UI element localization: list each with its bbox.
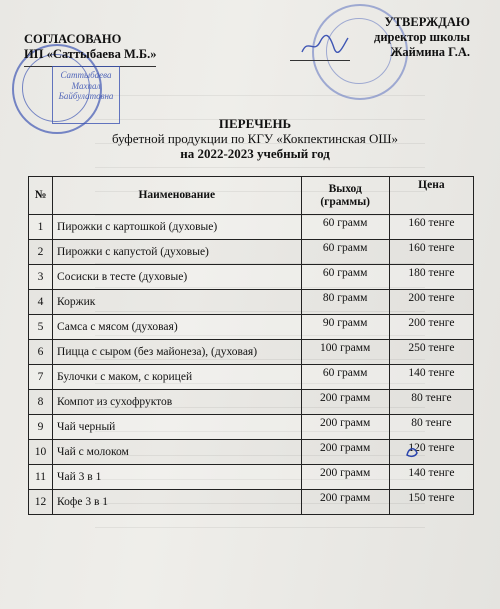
stamp-line-3: Байбулатовна (58, 91, 114, 101)
title-line-2: буфетной продукции по КГУ «Кокпектинская ОШ» (111, 131, 398, 146)
pen-correction-mark (405, 445, 419, 459)
cell-output: 200 грамм (301, 440, 389, 465)
approval-right-block (322, 15, 470, 60)
cell-output: 60 грамм (301, 365, 389, 390)
cell-num: 4 (29, 290, 53, 315)
cell-num: 2 (29, 240, 53, 265)
cell-num: 11 (29, 465, 53, 490)
cell-output: 60 грамм (301, 240, 389, 265)
cell-output: 100 грамм (301, 340, 389, 365)
cell-output: 90 грамм (301, 315, 389, 340)
title-line-3: на 2022-2023 учебный год (180, 146, 330, 161)
cell-name: Пирожки с капустой (духовые) (53, 240, 302, 265)
cell-output: 200 грамм (301, 415, 389, 440)
cell-num: 9 (29, 415, 53, 440)
stamp-line-1: Саттыбаева (60, 70, 112, 80)
cell-num: 10 (29, 440, 53, 465)
cell-name: Пицца с сыром (без майонеза), (духовая) (53, 340, 302, 365)
table-header-row (29, 177, 474, 215)
cell-num: 7 (29, 365, 53, 390)
approval-left-block (24, 32, 157, 62)
title-line-1: ПЕРЕЧЕНЬ (218, 116, 292, 131)
table-row (29, 340, 474, 365)
approval-right-role: директор школы (374, 30, 470, 44)
cell-price: 140 тенге (389, 465, 473, 490)
cell-price: 160 тенге (389, 240, 473, 265)
price-table (28, 176, 474, 515)
document-title (60, 116, 450, 161)
cell-output: 60 грамм (301, 215, 389, 240)
table-row (29, 490, 474, 515)
header-name: Наименование (53, 177, 302, 215)
approval-right-title: УТВЕРЖДАЮ (384, 15, 470, 29)
header-price: Цена (389, 177, 473, 215)
cell-name: Чай с молоком (53, 440, 302, 465)
approval-left-name: ИП «Саттыбаева М.Б.» (24, 47, 157, 61)
table-row (29, 290, 474, 315)
cell-price: 120 тенге (389, 440, 473, 465)
table-row (29, 365, 474, 390)
cell-name: Кофе 3 в 1 (53, 490, 302, 515)
cell-name: Чай 3 в 1 (53, 465, 302, 490)
cell-name: Булочки с маком, с корицей (53, 365, 302, 390)
cell-name: Сосиски в тесте (духовые) (53, 265, 302, 290)
cell-output: 80 грамм (301, 290, 389, 315)
cell-price: 200 тенге (389, 315, 473, 340)
approval-left-title: СОГЛАСОВАНО (24, 32, 122, 46)
cell-price: 180 тенге (389, 265, 473, 290)
cell-price: 150 тенге (389, 490, 473, 515)
table-row (29, 465, 474, 490)
cell-num: 3 (29, 265, 53, 290)
cell-num: 12 (29, 490, 53, 515)
header-num: № (29, 177, 53, 215)
cell-output: 200 грамм (301, 490, 389, 515)
cell-output: 200 грамм (301, 390, 389, 415)
cell-name: Коржик (53, 290, 302, 315)
cell-num: 6 (29, 340, 53, 365)
cell-price: 140 тенге (389, 365, 473, 390)
approval-right-name: Жаймина Г.А. (390, 45, 470, 59)
table-row (29, 240, 474, 265)
cell-price: 250 тенге (389, 340, 473, 365)
cell-name: Компот из сухофруктов (53, 390, 302, 415)
cell-output: 200 грамм (301, 465, 389, 490)
cell-price: 200 тенге (389, 290, 473, 315)
table-row (29, 265, 474, 290)
signature-line-right (290, 60, 350, 61)
cell-num: 8 (29, 390, 53, 415)
table-row (29, 415, 474, 440)
stamp-line-2: Махпал (71, 80, 101, 91)
cell-name: Самса с мясом (духовая) (53, 315, 302, 340)
table-row (29, 315, 474, 340)
cell-num: 5 (29, 315, 53, 340)
cell-output: 60 грамм (301, 265, 389, 290)
table-row (29, 390, 474, 415)
table-row (29, 215, 474, 240)
cell-price: 160 тенге (389, 215, 473, 240)
header-output: Выход (граммы) (301, 177, 389, 215)
cell-price: 80 тенге (389, 390, 473, 415)
cell-price: 80 тенге (389, 415, 473, 440)
cell-name: Чай черный (53, 415, 302, 440)
cell-num: 1 (29, 215, 53, 240)
cell-name: Пирожки с картошкой (духовые) (53, 215, 302, 240)
